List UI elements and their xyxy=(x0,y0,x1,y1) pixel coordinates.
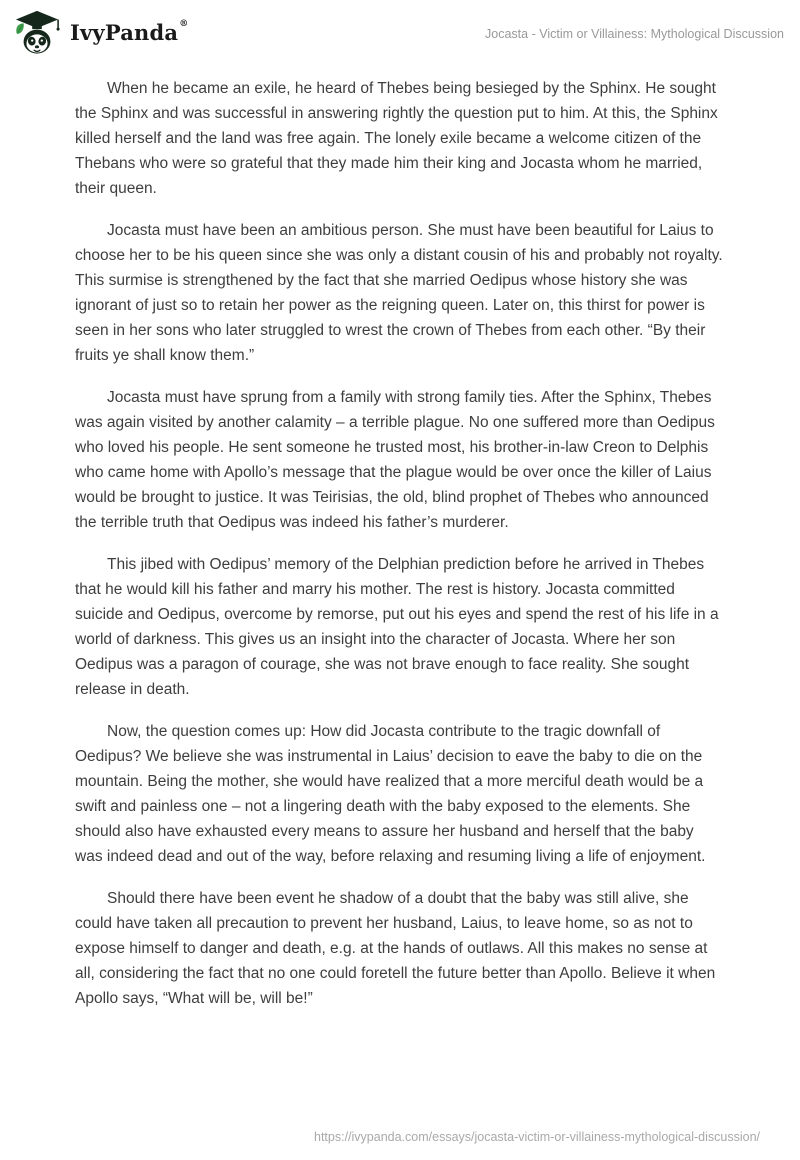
essay-paragraph-1: When he became an exile, he heard of Thebes being besieged by the Sphinx. He sought the Sphinx and was successful in answering rightly the question put to him. At this, the Sphinx killed herself and the land was free again. The lonely exile became a welcome citizen of the Thebans who were so grateful that they made him their king and Jocasta whom he married, their queen. xyxy=(75,80,718,197)
essay-paragraph-6: Should there have been event he shadow of a doubt that the baby was still alive, she could have taken all precaution to prevent her husband, Laius, to leave home, so as not to expose himself to danger and death, e.g. at the hands of outlaws. All this makes no sense at all, considering the fact that no one could foretell the future better than Apollo. Believe it when Apollo says, “What will be, will be!” xyxy=(75,890,716,1007)
source-url-link[interactable]: https://ivypanda.com/essays/jocasta-victim-or-villainess-mythological-discussion/ xyxy=(314,1130,760,1144)
header xyxy=(0,0,800,62)
brand-text: IvyPanda xyxy=(70,19,179,45)
page-title: Jocasta - Victim or Villainess: Mythological Discussion xyxy=(485,27,784,41)
brand-name xyxy=(70,20,187,45)
essay-paragraph-3: Jocasta must have sprung from a family with strong family ties. After the Sphinx, Thebes was again visited by another calamity – a terrible plague. No one suffered more than Oedipus who loved his people. He sent someone he trusted most, his brother-in-law Creon to Delphis who came home with Apollo’s message that the plague would be over once the killer of Laius would be brought to justice. It was Teirisias, the old, blind prophet of Thebes who announced the terrible truth that Oedipus was indeed his father’s murderer. xyxy=(75,389,715,531)
footer xyxy=(0,1128,760,1146)
essay-content xyxy=(0,62,800,1011)
essay-paragraph-2: Jocasta must have been an ambitious person. She must have been beautiful for Laius to choose her to be his queen since she was only a distant cousin of his and probably not royalty. This surmise is strengthened by the fact that she married Oedipus whose history she was ignorant of just so to retain her power as the reigning queen. Later on, this thirst for power is seen in her sons who later struggled to wrest the crown of Thebes from each other. “By their fruits ye shall know them.” xyxy=(75,222,723,364)
brand-link[interactable] xyxy=(14,9,187,55)
essay-paragraph-4: This jibed with Oedipus’ memory of the Delphian prediction before he arrived in Thebes that he would kill his father and marry his mother. The rest is history. Jocasta committed suicide and Oedipus, overcome by remorse, put out his eyes and spend the rest of his life in a world of darkness. This gives us an insight into the character of Jocasta. Where her son Oedipus was a paragon of courage, she was not brave enough to face reality. She sought release in death. xyxy=(75,556,719,698)
ivypanda-logo-icon xyxy=(14,9,60,55)
essay-paragraph-5: Now, the question comes up: How did Jocasta contribute to the tragic downfall of Oedipus? We believe she was instrumental in Laius’ decision to eave the baby to die on the mountain. Being the mother, she would have realized that a more merciful death would be a swift and painless one – not a lingering death with the baby exposed to the elements. She should also have exhausted every means to assure her husband and herself that the baby was indeed dead and out of the way, before relaxing and resuming living a life of enjoyment. xyxy=(75,723,706,865)
registered-mark: ® xyxy=(179,19,189,30)
